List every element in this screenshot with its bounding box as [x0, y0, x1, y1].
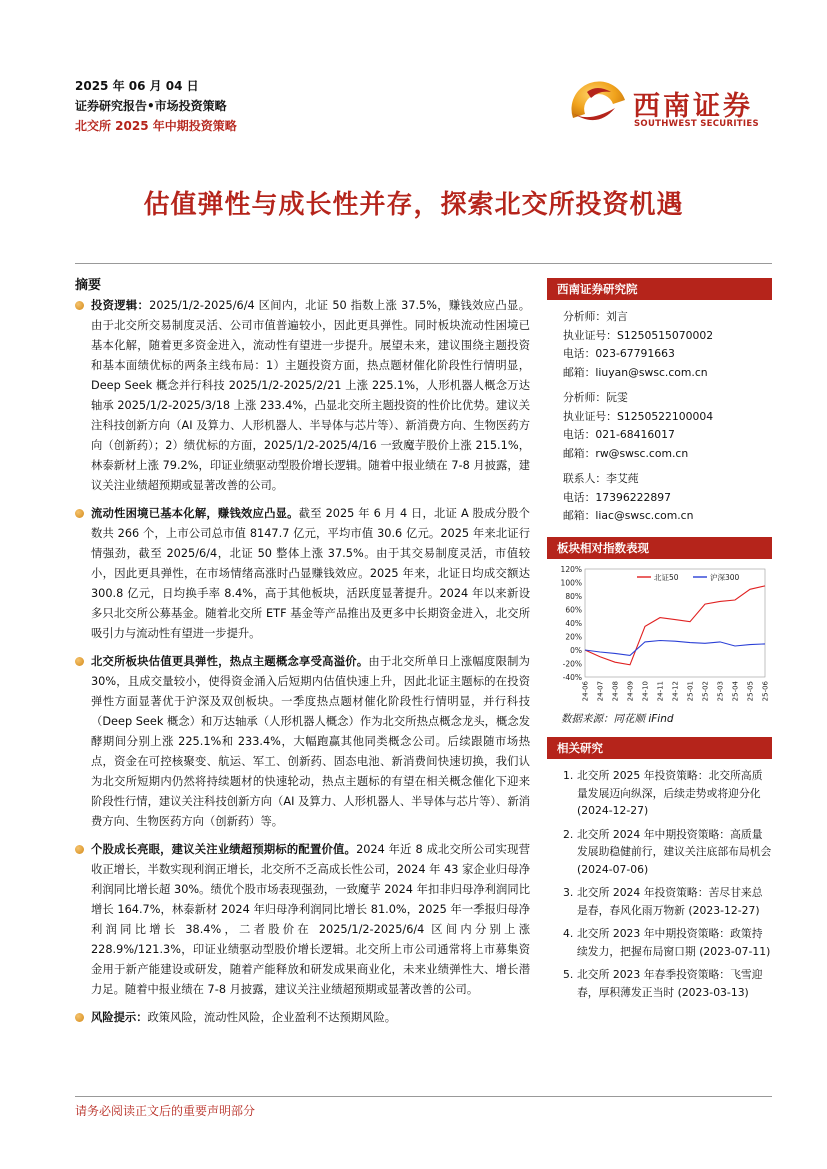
report-type: 证券研究报告•市场投资策略 — [75, 99, 227, 113]
x-tick-label: 25-02 — [701, 681, 710, 702]
related-item[interactable]: 1. 北交所 2025 年投资策略：北交所高质量发展迈向纵深，后续走势或将迎分化 (2024-12-27) — [563, 769, 763, 817]
paragraph-lead: 个股成长亮眼，建议关注业绩超预期标的配置价值。 — [91, 843, 357, 856]
analyst-email[interactable]: 邮箱：liac@swsc.com.cn — [563, 509, 694, 522]
analyst-line: 电话：023-67791663 — [563, 347, 675, 360]
y-tick-label: 0% — [570, 646, 582, 655]
x-tick-label: 24-07 — [596, 681, 605, 702]
x-tick-label: 24-09 — [626, 681, 635, 702]
y-tick-label: 120% — [560, 565, 582, 574]
legend-label: 北证50 — [654, 573, 679, 582]
analyst-email[interactable]: 邮箱：liuyan@swsc.com.cn — [563, 365, 708, 379]
divider — [75, 263, 772, 264]
abstract-paragraph — [75, 652, 530, 832]
x-tick-label: 25-05 — [746, 681, 755, 702]
x-tick-label: 24-06 — [581, 681, 590, 702]
chart-panel — [547, 537, 772, 713]
bullet-icon — [75, 301, 84, 310]
analyst-line: 执业证号：S1250515070002 — [563, 328, 714, 342]
x-tick-label: 25-06 — [761, 681, 770, 702]
report-date: 2025 年 06 月 04 日 — [75, 79, 199, 93]
analyst-line: 执业证号：S1250522100004 — [563, 409, 714, 423]
paragraph-text: 2025/1/2-2025/6/4 区间内，北证 50 指数上涨 37.5%，赚钱效应凸显。由于北交所交易制度灵活、公司市值普遍较小，因此更具弹性。同时板块流动性困境已基本化解，随着更多资金进入，流动性有望进一步提升。展望未来，建议围绕主题投资和基本面绩优标的两条主线布局：1）主题投资方面，热点题材催化阶段性行情明显，Deep Seek 概念并行科技 2025/1/2-2025/2/21 上涨 225.1%，人形机器人概念万达轴承 2025/1/2-2025/3/18 上涨 233.4%，凸显北交所主题投资的性价比优势。建议关注科技创新方向（AI 及算力、人形机器人、半导体与芯片等）、新消费方向、生物医药方向（创新药）；2）绩优标的方面，2025/1/2-2025/4/16 一致魔芋股价上涨 215.1%，林泰新材上涨 79.2%，印证业绩驱动型股价增长逻辑。随着中报业绩在 7-8 月披露，建议关注业绩超预期或显著改善的公司。 — [91, 299, 530, 492]
bullet-icon — [75, 1013, 84, 1022]
x-tick-label: 24-11 — [656, 681, 665, 702]
y-tick-label: -20% — [562, 659, 582, 669]
y-tick-label: 60% — [565, 605, 582, 615]
logo-emblem-icon — [567, 78, 629, 138]
analyst-list — [547, 300, 772, 526]
analyst-line: 电话：021-68416017 — [563, 428, 675, 441]
analyst-group — [563, 389, 772, 463]
bullet-icon — [75, 845, 84, 854]
abstract-paragraph — [75, 504, 530, 644]
report-header — [75, 76, 237, 136]
analyst-group — [563, 308, 772, 382]
bullet-icon — [75, 657, 84, 666]
footer-divider — [75, 1096, 772, 1097]
report-series: 北交所 2025 年中期投资策略 — [75, 119, 237, 133]
paragraph-text: 政策风险，流动性风险，企业盈利不达预期风险。 — [147, 1011, 397, 1024]
paragraph-lead: 流动性困境已基本化解，赚钱效应凸显。 — [91, 507, 299, 520]
y-tick-label: 80% — [565, 592, 582, 601]
x-tick-label: 24-10 — [641, 681, 650, 702]
logo-name: 西南证券 — [633, 91, 753, 122]
logo-name-en: SOUTHWEST SECURITIES — [634, 119, 759, 129]
footer-disclaimer: 请务必阅读正文后的重要声明部分 — [75, 1104, 256, 1118]
related-item[interactable]: 4. 北交所 2023 年中期投资策略：政策持续发力，把握布局窗口期 (2023-07-11) — [563, 927, 771, 958]
analyst-line: 分析师：刘言 — [563, 310, 628, 323]
paragraph-text: 截至 2025 年 6 月 4 日，北证 A 股成分股个数共 266 个，上市公司总市值 8147.7 亿元，平均市值 30.6 亿元。2025 年来北证行情强劲，截至 2025/6/4，北证 50 整体上涨 37.5%。由于其交易制度灵活，市值较小，因此更具弹性，在市场情绪高涨时凸显赚钱效应。2025 年来，北证日均成交额达 300.8 亿元，日均换手率 8.4%，高于其他板块，活跃度显著提升。2024 年以来新设多只北交所公募基金。随着北交所 ETF 基金等产品推出及更多中长期资金进入，北交所吸引力与流动性有望进一步提升。 — [91, 507, 530, 640]
y-tick-label: -40% — [562, 673, 582, 682]
analyst-group — [563, 470, 772, 526]
y-tick-label: 40% — [565, 619, 582, 628]
institute-heading: 西南证券研究院 — [547, 278, 772, 300]
paragraph-text: 2024 年近 8 成北交所公司实现营收正增长，半数实现利润正增长，北交所不乏高成长性公司，2024 年 43 家企业归母净利润同比增长超 30%。绩优个股市场表现强劲，一致魔芋 2024 年扣非归母净利润同比增长 164.7%，林泰新材 2024 年归母净利润同比增长 81.0%，2025 年一季报归母净利润同比增长 38.4%，二者股价在 2025/1/2-2025/6/4 区间内分别上涨 228.9%/121.3%，印证业绩驱动型股价增长逻辑。北交所上市公司通常将上市募集资金用于新产能建设或研发，随着产能释放和研发成果商业化，未来业绩弹性大、增长潜力足。随着中报业绩在 7-8 月披露，建议关注业绩超预期或显著改善的公司。 — [91, 843, 530, 996]
chart-source: 数据来源：同花顺 iFind — [561, 713, 674, 725]
line-chart — [547, 559, 772, 709]
related-item[interactable]: 3. 北交所 2024 年投资策略：苦尽甘来总是春，春风化雨万物新 (2023-12-27) — [563, 886, 763, 917]
abstract-heading: 摘要 — [75, 278, 102, 293]
paragraph-lead: 风险提示： — [91, 1011, 148, 1024]
chart-heading: 板块相对指数表现 — [547, 537, 772, 559]
abstract-paragraph — [75, 1008, 530, 1028]
related-list — [547, 759, 772, 1001]
x-tick-label: 25-01 — [686, 681, 695, 702]
related-heading: 相关研究 — [547, 737, 772, 759]
analyst-line: 联系人：李艾莼 — [563, 472, 639, 485]
y-tick-label: 20% — [565, 632, 582, 642]
related-item[interactable]: 2. 北交所 2024 年中期投资策略：高质量发展助稳健前行，建议关注底部布局机会 (2024-07-06) — [563, 827, 772, 876]
x-tick-label: 24-08 — [611, 681, 620, 702]
paragraph-text: 由于北交所单日上涨幅度限制为 30%，且成交量较小，使得资金涌入后短期内估值快速上升，因此北证主题标的在投资弹性方面显著优于沪深及双创板块。一季度热点题材催化阶段性行情明显，并行科技（Deep Seek 概念）和万达轴承（人形机器人概念）作为北交所热点概念龙头，概念发酵期间分别上涨 225.1%和 233.4%，大幅跑赢其他同类概念公司。后续跟随市场热点，资金在可控核聚变、航运、军工、创新药、固态电池、新消费间快速切换，我们认为北交所短期内仍然将持续题材的快速轮动，热点主题标的有望在相关概念催化下迎来阶段性行情，建议关注科技创新方向（AI 及算力、人形机器人、半导体与芯片等）、新消费方向、生物医药方向（创新药）等。 — [91, 655, 530, 828]
company-logo — [567, 78, 777, 138]
analyst-line: 分析师：阮雯 — [563, 391, 628, 404]
institute-panel — [547, 278, 772, 533]
paragraph-lead: 北交所板块估值更具弹性，热点主题概念享受高溢价。 — [91, 655, 369, 668]
page-title: 估值弹性与成长性并存，探索北交所投资机遇 — [143, 190, 684, 220]
analyst-line: 电话：17396222897 — [563, 490, 671, 504]
related-panel — [547, 737, 772, 1007]
y-tick-label: 100% — [560, 578, 582, 588]
abstract-paragraph — [75, 840, 530, 1000]
related-item[interactable]: 5. 北交所 2023 年春季投资策略：飞雪迎春，厚积薄发正当时 (2023-03-13) — [563, 968, 763, 999]
analyst-email[interactable]: 邮箱：rw@swsc.com.cn — [563, 446, 689, 460]
legend-label: 沪深300 — [710, 573, 740, 582]
abstract-body — [75, 296, 530, 1036]
paragraph-lead: 投资逻辑： — [91, 299, 150, 312]
x-tick-label: 25-04 — [731, 681, 740, 702]
bullet-icon — [75, 509, 84, 518]
x-tick-label: 24-12 — [671, 681, 680, 702]
series-line-2 — [585, 641, 765, 656]
abstract-paragraph — [75, 296, 530, 496]
x-tick-label: 25-03 — [716, 681, 725, 702]
